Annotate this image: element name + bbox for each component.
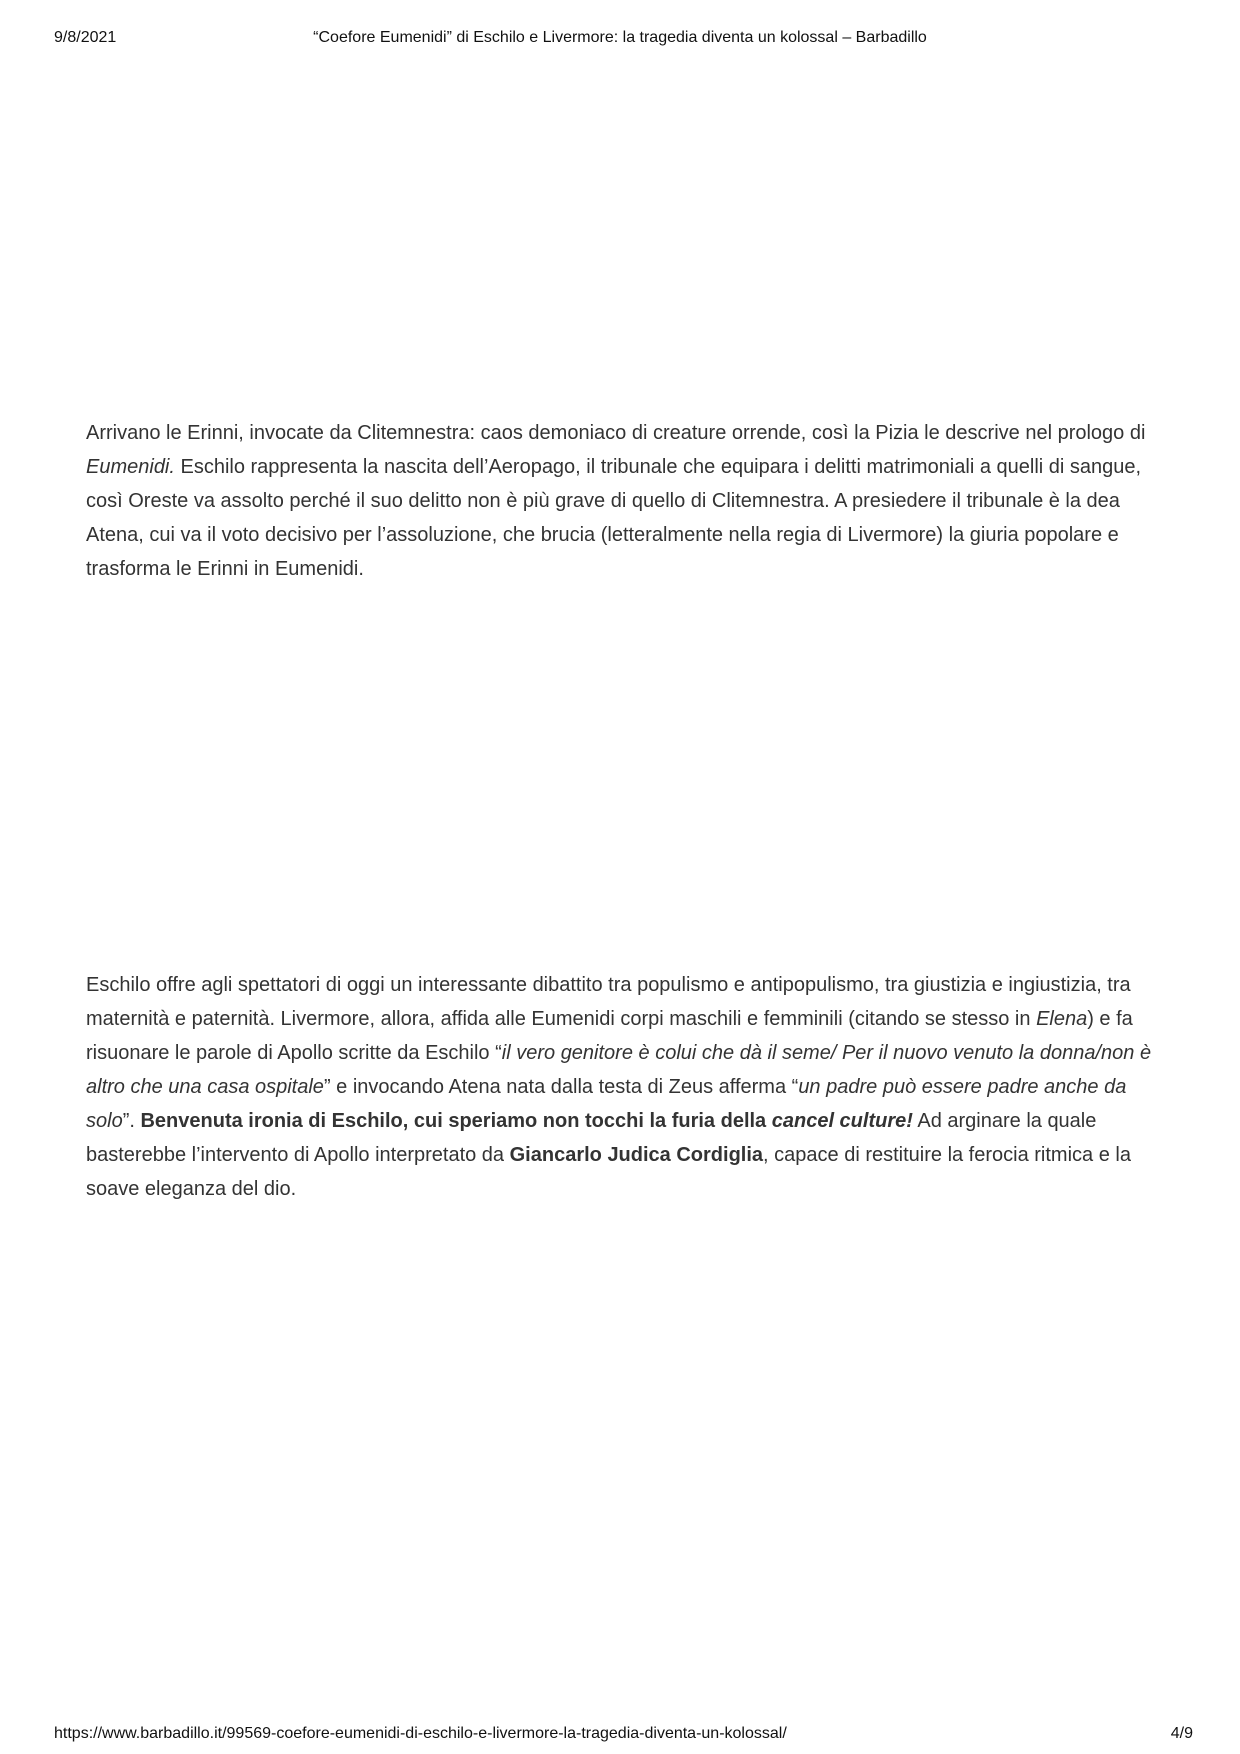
bold-statement: Benvenuta ironia di Eschilo, cui speriamo non tocchi la furia della <box>140 1110 772 1132</box>
print-header <box>0 29 1240 51</box>
bold-italic-term <box>772 1110 913 1132</box>
text-run: ) e fa risuonare le parole di Apollo scritte da Eschilo “ <box>86 1008 1133 1064</box>
text-run: ”. <box>122 1110 141 1132</box>
text-run: Ad arginare la quale basterebbe l’intervento di Apollo interpretato da <box>86 1110 1097 1166</box>
article-paragraph <box>86 968 1166 1206</box>
print-date: 9/8/2021 <box>54 29 117 46</box>
italic-quote: un padre può essere padre anche da solo <box>86 1076 1127 1132</box>
italic-title: Eumenidi. <box>86 456 175 478</box>
text-run: Eschilo rappresenta la nascita dell’Aeropago, il tribunale che equipara i delitti matrimoniali a quelli di sangue, così Oreste va assolto perché il suo delitto non è più grave di quello di Clitemnestra. A presiedere il tribunale è la dea Atena, cui va il voto decisivo per l’assoluzione, che brucia (letteralmente nella regia di Livermore) la giuria popolare e trasforma le Erinni in Eumenidi. <box>86 456 1142 580</box>
page-url: https://www.barbadillo.it/99569-coefore-eumenidi-di-eschilo-e-livermore-la-tragedia-diventa-un-kolossal/ <box>54 1725 787 1742</box>
italic-term: cancel culture! <box>771 1110 913 1132</box>
text-run: , capace di restituire la ferocia ritmica e la soave eleganza del dio. <box>86 1144 1131 1200</box>
text-run: Arrivano le Erinni, invocate da Clitemnestra: caos demoniaco di creature orrende, così la Pizia le descrive nel prologo di <box>86 422 1146 444</box>
text-run: ” e invocando Atena nata dalla testa di Zeus afferma “ <box>323 1076 799 1098</box>
print-page-title: “Coefore Eumenidi” di Eschilo e Livermore: la tragedia diventa un kolossal – Barbadillo <box>313 29 927 46</box>
text-run: Eschilo offre agli spettatori di oggi un interessante dibattito tra populismo e antipopulismo, tra giustizia e ingiustizia, tra maternità e paternità. Livermore, allora, affida alle Eumenidi corpi maschili e femminili (citando se stesso in <box>86 974 1131 1030</box>
italic-title: Elena <box>1036 1008 1088 1030</box>
print-footer <box>0 1725 1240 1747</box>
italic-quote: il vero genitore è colui che dà il seme/ Per il nuovo venuto la donna/non è altro che una casa ospitale <box>86 1042 1152 1098</box>
paragraph-text <box>86 968 1166 1206</box>
page-number: 4/9 <box>1170 1725 1193 1742</box>
article-paragraph <box>86 416 1166 586</box>
paragraph-text <box>86 416 1166 586</box>
actor-name: Giancarlo Judica Cordiglia <box>509 1144 764 1166</box>
